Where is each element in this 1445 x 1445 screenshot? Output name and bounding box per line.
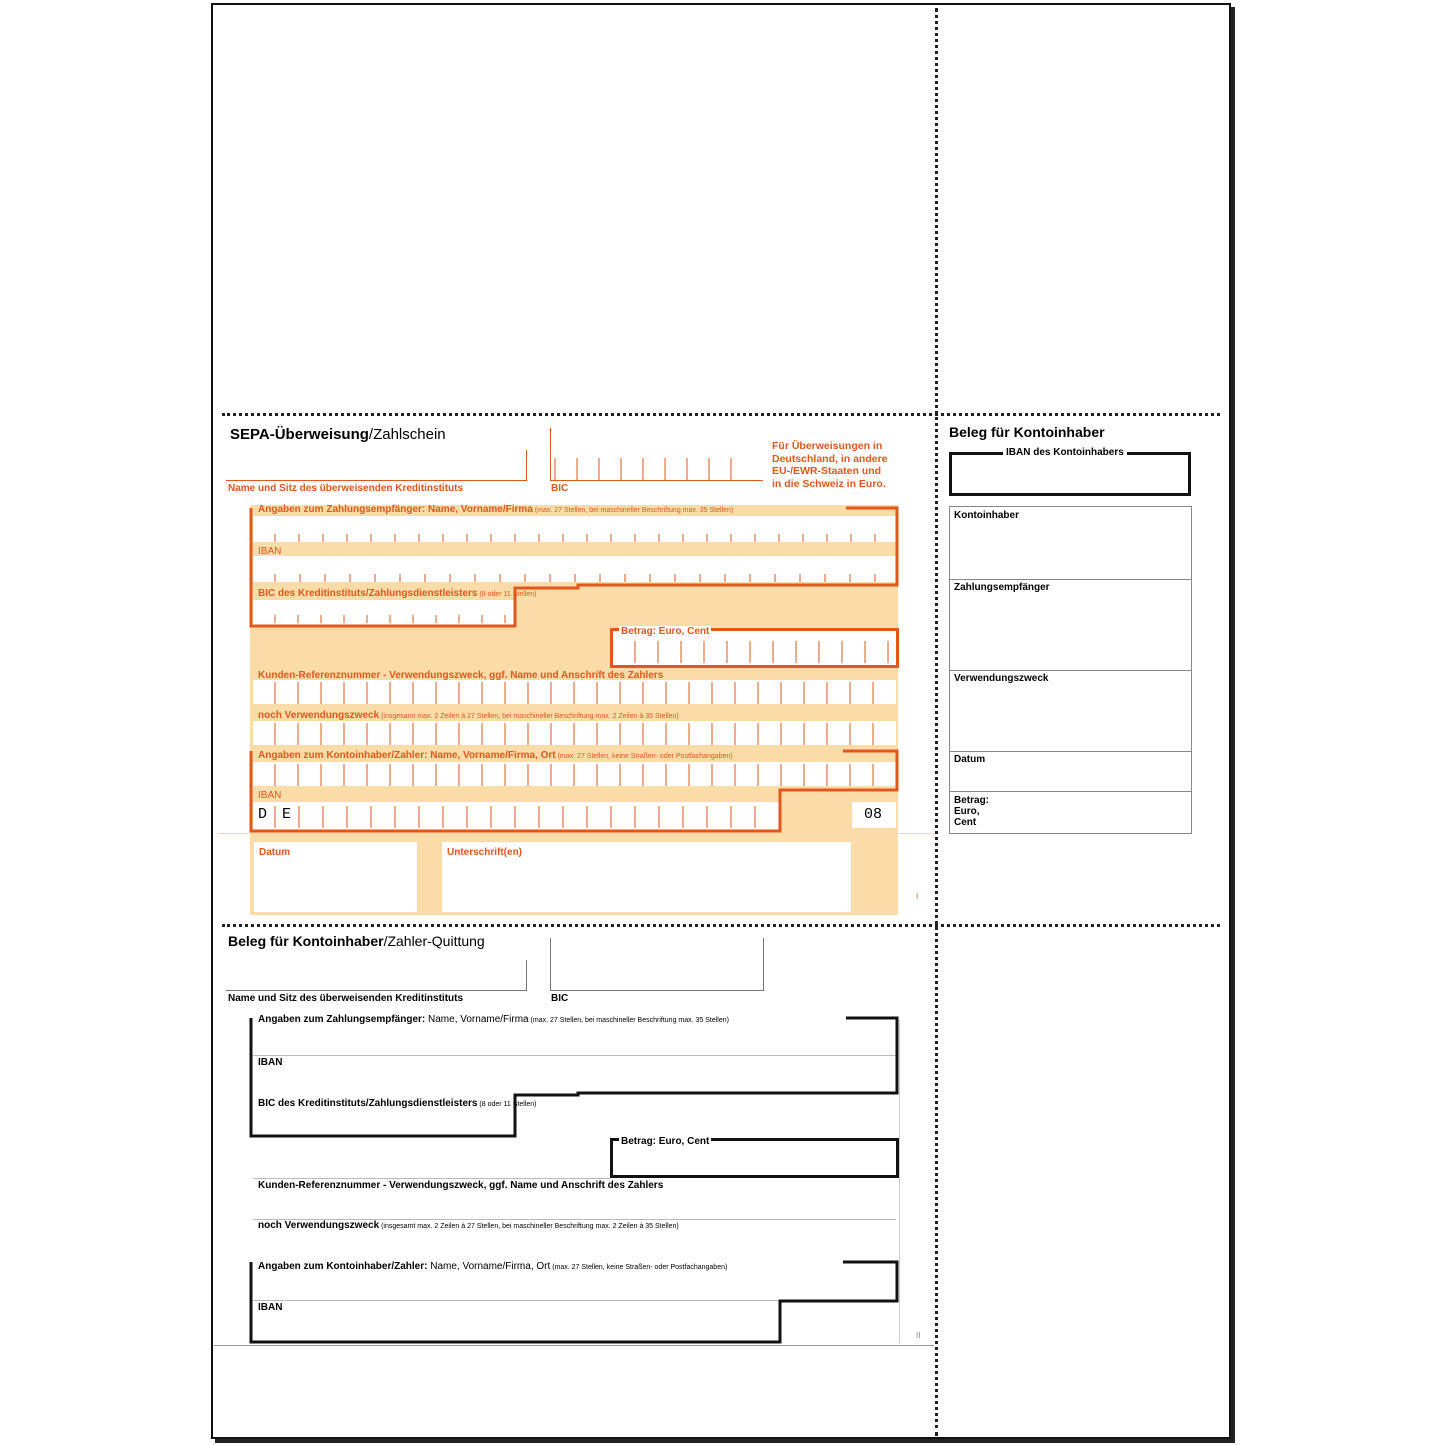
- note-line-3: EU-/EWR-Staaten und: [772, 465, 882, 477]
- receipt-payer-small: (max. 27 Stellen, keine Straßen- oder Postfachangaben): [550, 1264, 728, 1271]
- receipt-bic-payee-small: (8 oder 11 Stellen): [477, 1101, 537, 1108]
- comb-ticks: [250, 450, 900, 840]
- perforation-vertical: [935, 8, 938, 1436]
- receipt-iban-label: IBAN: [258, 1057, 283, 1068]
- check-code: 08: [864, 806, 883, 823]
- signature-label: Unterschrift(en): [447, 847, 523, 858]
- side-account-holder-label: Kontoinhaber: [954, 510, 1019, 521]
- form-divider: [218, 833, 934, 834]
- purpose-label-text: noch Verwendungszweck: [258, 710, 380, 721]
- receipt-purpose-label: [258, 1220, 679, 1231]
- payee-bic-label-small: (8 oder 11 Stellen): [477, 591, 537, 598]
- side-title: Beleg für Kontoinhaber: [949, 424, 1105, 440]
- purpose-label-small: (insgesamt max. 2 Zeilen à 27 Stellen, bei maschineller Beschriftung max. 2 Zeilen à 35 Stellen): [379, 713, 679, 720]
- side-iban-label: IBAN des Kontoinhabers: [1003, 447, 1127, 458]
- receipt-purpose-text: noch Verwendungszweck: [258, 1220, 380, 1231]
- receipt-payee-small: (max. 27 Stellen, bei maschineller Beschriftung max. 35 Stellen): [528, 1017, 729, 1024]
- side-mark-1: I: [916, 892, 919, 901]
- receipt-bic-label: BIC: [551, 993, 569, 1004]
- note-line-4: in die Schweiz in Euro.: [772, 477, 886, 490]
- receipt-title-rest: /Zahler-Quittung: [383, 933, 485, 949]
- receipt-bank-label: Name und Sitz des überweisenden Kreditinstituts: [228, 993, 464, 1004]
- form-title: [230, 426, 446, 443]
- date-label: Datum: [259, 847, 291, 858]
- receipt-bic-payee-text: BIC des Kreditinstituts/Zahlungsdienstleisters: [258, 1098, 478, 1109]
- payee-iban-label: IBAN: [258, 546, 282, 557]
- payer-label-rest: Name, Vorname/Firma, Ort: [427, 750, 556, 761]
- country-code-e: E: [282, 806, 292, 823]
- payee-label-bold: Angaben zum Zahlungsempfänger:: [258, 504, 426, 515]
- note-line-2: Deutschland, in andere: [772, 452, 888, 465]
- side-amount-label: Betrag: Euro, Cent: [954, 795, 990, 828]
- form-title-rest: /Zahlschein: [368, 426, 446, 443]
- side-purpose-label: Verwendungszweck: [954, 673, 1049, 684]
- receipt-payer-iban-label: IBAN: [258, 1302, 283, 1313]
- payee-label-small: (max. 27 Stellen, bei maschineller Beschriftung max. 35 Stellen): [532, 507, 734, 514]
- receipt-payee-outline: [248, 1015, 902, 1140]
- perforation-horizontal-bottom: [222, 924, 1220, 927]
- bank-label: Name und Sitz des überweisenden Kreditinstituts: [228, 483, 464, 494]
- receipt-purpose-small: (insgesamt max. 2 Zeilen à 27 Stellen, bei maschineller Beschriftung max. 2 Zeilen à 35 Stellen): [379, 1223, 679, 1230]
- receipt-amount-label: Betrag: Euro, Cent: [621, 1136, 710, 1147]
- side-mark-2: II: [916, 1331, 921, 1340]
- perforation-horizontal-top: [222, 413, 1220, 416]
- country-code-d: D: [258, 806, 268, 823]
- payer-label-small: (max. 27 Stellen, keine Straßen- oder Postfachangaben): [555, 753, 733, 760]
- receipt-payee-rest: Name, Vorname/Firma: [425, 1014, 529, 1025]
- side-date-field[interactable]: [949, 751, 1192, 792]
- receipt-bic-field[interactable]: [550, 938, 764, 991]
- receipt-title: [228, 933, 485, 949]
- receipt-title-bold: Beleg für Kontoinhaber: [228, 933, 384, 949]
- payee-label-rest: Name, Vorname/Firma: [425, 504, 533, 515]
- receipt-bank-field[interactable]: [226, 960, 527, 991]
- receipt-payer-rest: Name, Vorname/Firma, Ort: [427, 1261, 551, 1272]
- form-title-bold: SEPA-Überweisung: [230, 426, 369, 443]
- bic-label: BIC: [551, 483, 569, 494]
- receipt-payer-bold: Angaben zum Kontoinhaber/Zahler:: [258, 1261, 428, 1272]
- receipt-line-2: [253, 1178, 610, 1179]
- note-line-1: Für Überweisungen in: [772, 440, 883, 452]
- receipt-payer-outline: [248, 1259, 902, 1347]
- side-iban-field[interactable]: [949, 452, 1191, 496]
- amount-label: Betrag: Euro, Cent: [621, 626, 710, 637]
- receipt-payee-bold: Angaben zum Zahlungsempfänger:: [258, 1014, 426, 1025]
- payer-label-bold: Angaben zum Kontoinhaber/Zahler:: [258, 750, 428, 761]
- side-payee-label: Zahlungsempfänger: [954, 582, 1050, 593]
- payee-bic-label-text: BIC des Kreditinstituts/Zahlungsdienstleisters: [258, 588, 478, 599]
- reference-label: Kunden-Referenznummer - Verwendungszweck, ggf. Name und Anschrift des Zahlers: [258, 670, 664, 681]
- payer-iban-label: IBAN: [258, 790, 282, 801]
- side-date-label: Datum: [954, 754, 986, 765]
- receipt-reference-label: Kunden-Referenznummer - Verwendungszweck, ggf. Name und Anschrift des Zahlers: [258, 1180, 664, 1191]
